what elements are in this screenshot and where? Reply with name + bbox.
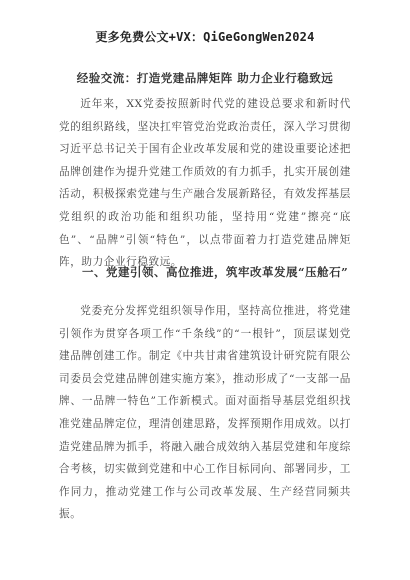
section-heading: 一、党建引领、高位推进，筑牢改革发展“压舱石” xyxy=(82,265,349,279)
body-paragraph: 党委充分发挥党组织领导作用，坚持高位推进，将党建引领作为贯穿各项工作“千条线”的“一根针”，顶层谋划党建品牌创建工作。制定《中共甘肃省建筑设计研究院有限公司委员会党建品牌创建实施方案》，推动形成了“一支部一品牌、一品牌一特色”工作新模式。面对面指导基层党组织找准党建品牌定位，理清创建思路，发挥预期作用成效。以打造党建品牌为抓手，将融入融合成效纳入基层党建和年度综合考核，切实做到党建和中心工作目标同向、部署同步，工作同力，推动党建工作与公司改革发展、生产经营同频共振。 xyxy=(59,305,351,521)
page-header: 更多免费公文+VX：QiGeGongWen2024 xyxy=(95,30,315,44)
document-title: 经验交流：打造党建品牌矩阵 助力企业行稳致远 xyxy=(76,71,334,85)
body-paragraph: 近年来，XX党委按照新时代党的建设总要求和新时代党的组织路线，坚决扛牢管党治党政治责任，深入学习贯彻习近平总书记关于国有企业改革发展和党的建设重要论述把品牌创建作为提升党建工作质效的有力抓手，扎实开展创建活动，积极探索党建与生产融合发展新路径，有效发挥基层党组织的政治功能和组织功能，坚持用“党建”擦亮“底色”、“品牌”引领“特色”，以点带面着力打造党建品牌矩阵，助力企业行稳致远。 xyxy=(59,98,351,269)
